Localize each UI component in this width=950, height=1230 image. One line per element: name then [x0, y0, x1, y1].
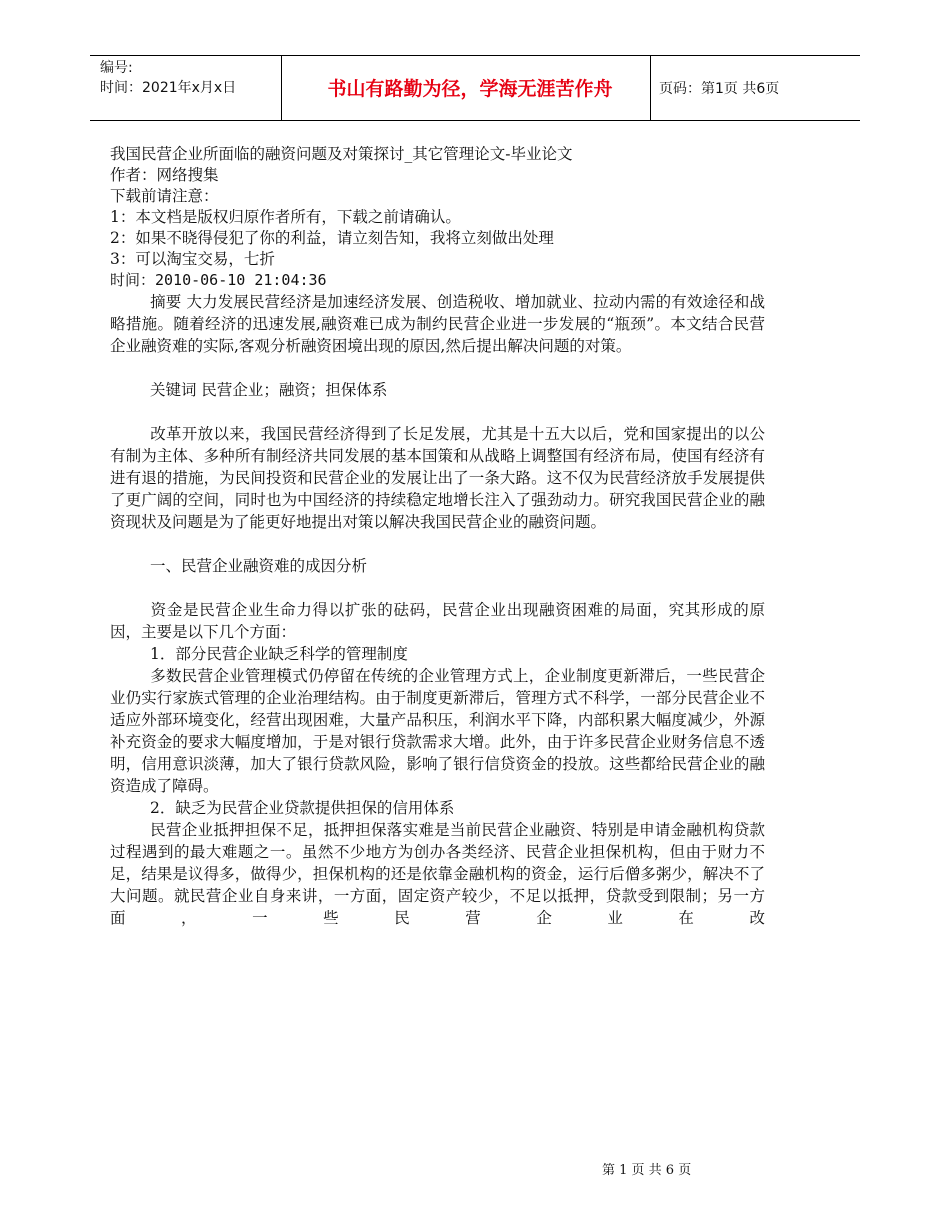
- doc-title: 我国民营企业所面临的融资问题及对策探讨_其它管理论文-毕业论文: [110, 145, 573, 163]
- footer-page-number: 第 1 页 共 6 页: [602, 1163, 692, 1178]
- header-page-info: 页码：第1页 共6页: [659, 81, 780, 97]
- doc-author: 作者：网络搜集: [110, 166, 219, 184]
- notice-item: 3：可以淘宝交易，七折: [110, 250, 275, 268]
- document-body: [110, 144, 765, 929]
- header-motto: 书山有路勤为径，学海无涯苦作舟: [327, 78, 613, 100]
- subsection-paragraph: 民营企业抵押担保不足，抵押担保落实难是当前民营企业融资、特别是申请金融机构贷款过程遇到的最大难题之一。虽然不少地方为创办各类经济、民营企业担保机构，但由于财力不足，结果是议得多，做得少，担保机构的还是依靠金融机构的资金，运行后僧多粥少，解决不了大问题。就民营企业自身来讲，一方面，固定资产较少，不足以抵押，贷款受到限制；另一方面，一些民营企业在改: [110, 821, 765, 927]
- number-label: 编号:: [100, 60, 133, 76]
- keywords-line: 关键词 民营企业；融资；担保体系: [150, 381, 388, 399]
- header-top-rule: [90, 55, 860, 56]
- intro-paragraph: 改革开放以来，我国民营经济得到了长足发展，尤其是十五大以后，党和国家提出的以公有制为主体、多种所有制经济共同发展的基本国策和从战略上调整国有经济布局，使国有经济有进有退的措施，为民间投资和民营企业的发展让出了一条大路。这不仅为民营经济放手发展提供了更广阔的空间，同时也为中国经济的持续稳定地增长注入了强劲动力。研究我国民营企业的融资现状及问题是为了能更好地提出对策以解决我国民营企业的融资问题。: [110, 425, 765, 531]
- section-intro-paragraph: 资金是民营企业生命力得以扩张的砝码，民营企业出现融资困难的局面，究其形成的原因，主要是以下几个方面：: [110, 601, 765, 641]
- subsection-paragraph: 多数民营企业管理模式仍停留在传统的企业管理方式上，企业制度更新滞后，一些民营企业仍实行家族式管理的企业治理结构。由于制度更新滞后，管理方式不科学，一部分民营企业不适应外部环境变化，经营出现困难，大量产品积压，利润水平下降，内部积累大幅度减少，外源补充资金的要求大幅度增加，于是对银行贷款需求大增。此外，由于许多民营企业财务信息不透明，信用意识淡薄，加大了银行贷款风险，影响了银行信贷资金的投放。这些都给民营企业的融资造成了障碍。: [110, 667, 765, 795]
- subsection-heading: 1．部分民营企业缺乏科学的管理制度: [150, 645, 408, 663]
- notice-title: 下载前请注意：: [110, 187, 219, 205]
- subsection-heading: 2．缺乏为民营企业贷款提供担保的信用体系: [150, 799, 455, 817]
- notice-item: 1：本文档是版权归原作者所有，下载之前请确认。: [110, 208, 461, 226]
- time-label: 时间：2021年x月x日: [100, 80, 237, 96]
- doc-datetime: 时间：2010-06-10 21:04:36: [110, 271, 327, 289]
- notice-item: 2：如果不晓得侵犯了你的利益，请立刻告知，我将立刻做出处理: [110, 229, 554, 247]
- section-heading: 一、民营企业融资难的成因分析: [150, 557, 368, 575]
- header-bottom-rule: [90, 120, 860, 121]
- header-divider-left: [281, 56, 282, 120]
- abstract-paragraph: 摘要 大力发展民营经济是加速经济发展、创造税收、增加就业、拉动内需的有效途径和战略措施。随着经济的迅速发展,融资难已成为制约民营企业进一步发展的“瓶颈”。本文结合民营企业融资难的实际,客观分析融资困境出现的原因,然后提出解决问题的对策。: [110, 293, 765, 355]
- header-meta: [100, 58, 236, 98]
